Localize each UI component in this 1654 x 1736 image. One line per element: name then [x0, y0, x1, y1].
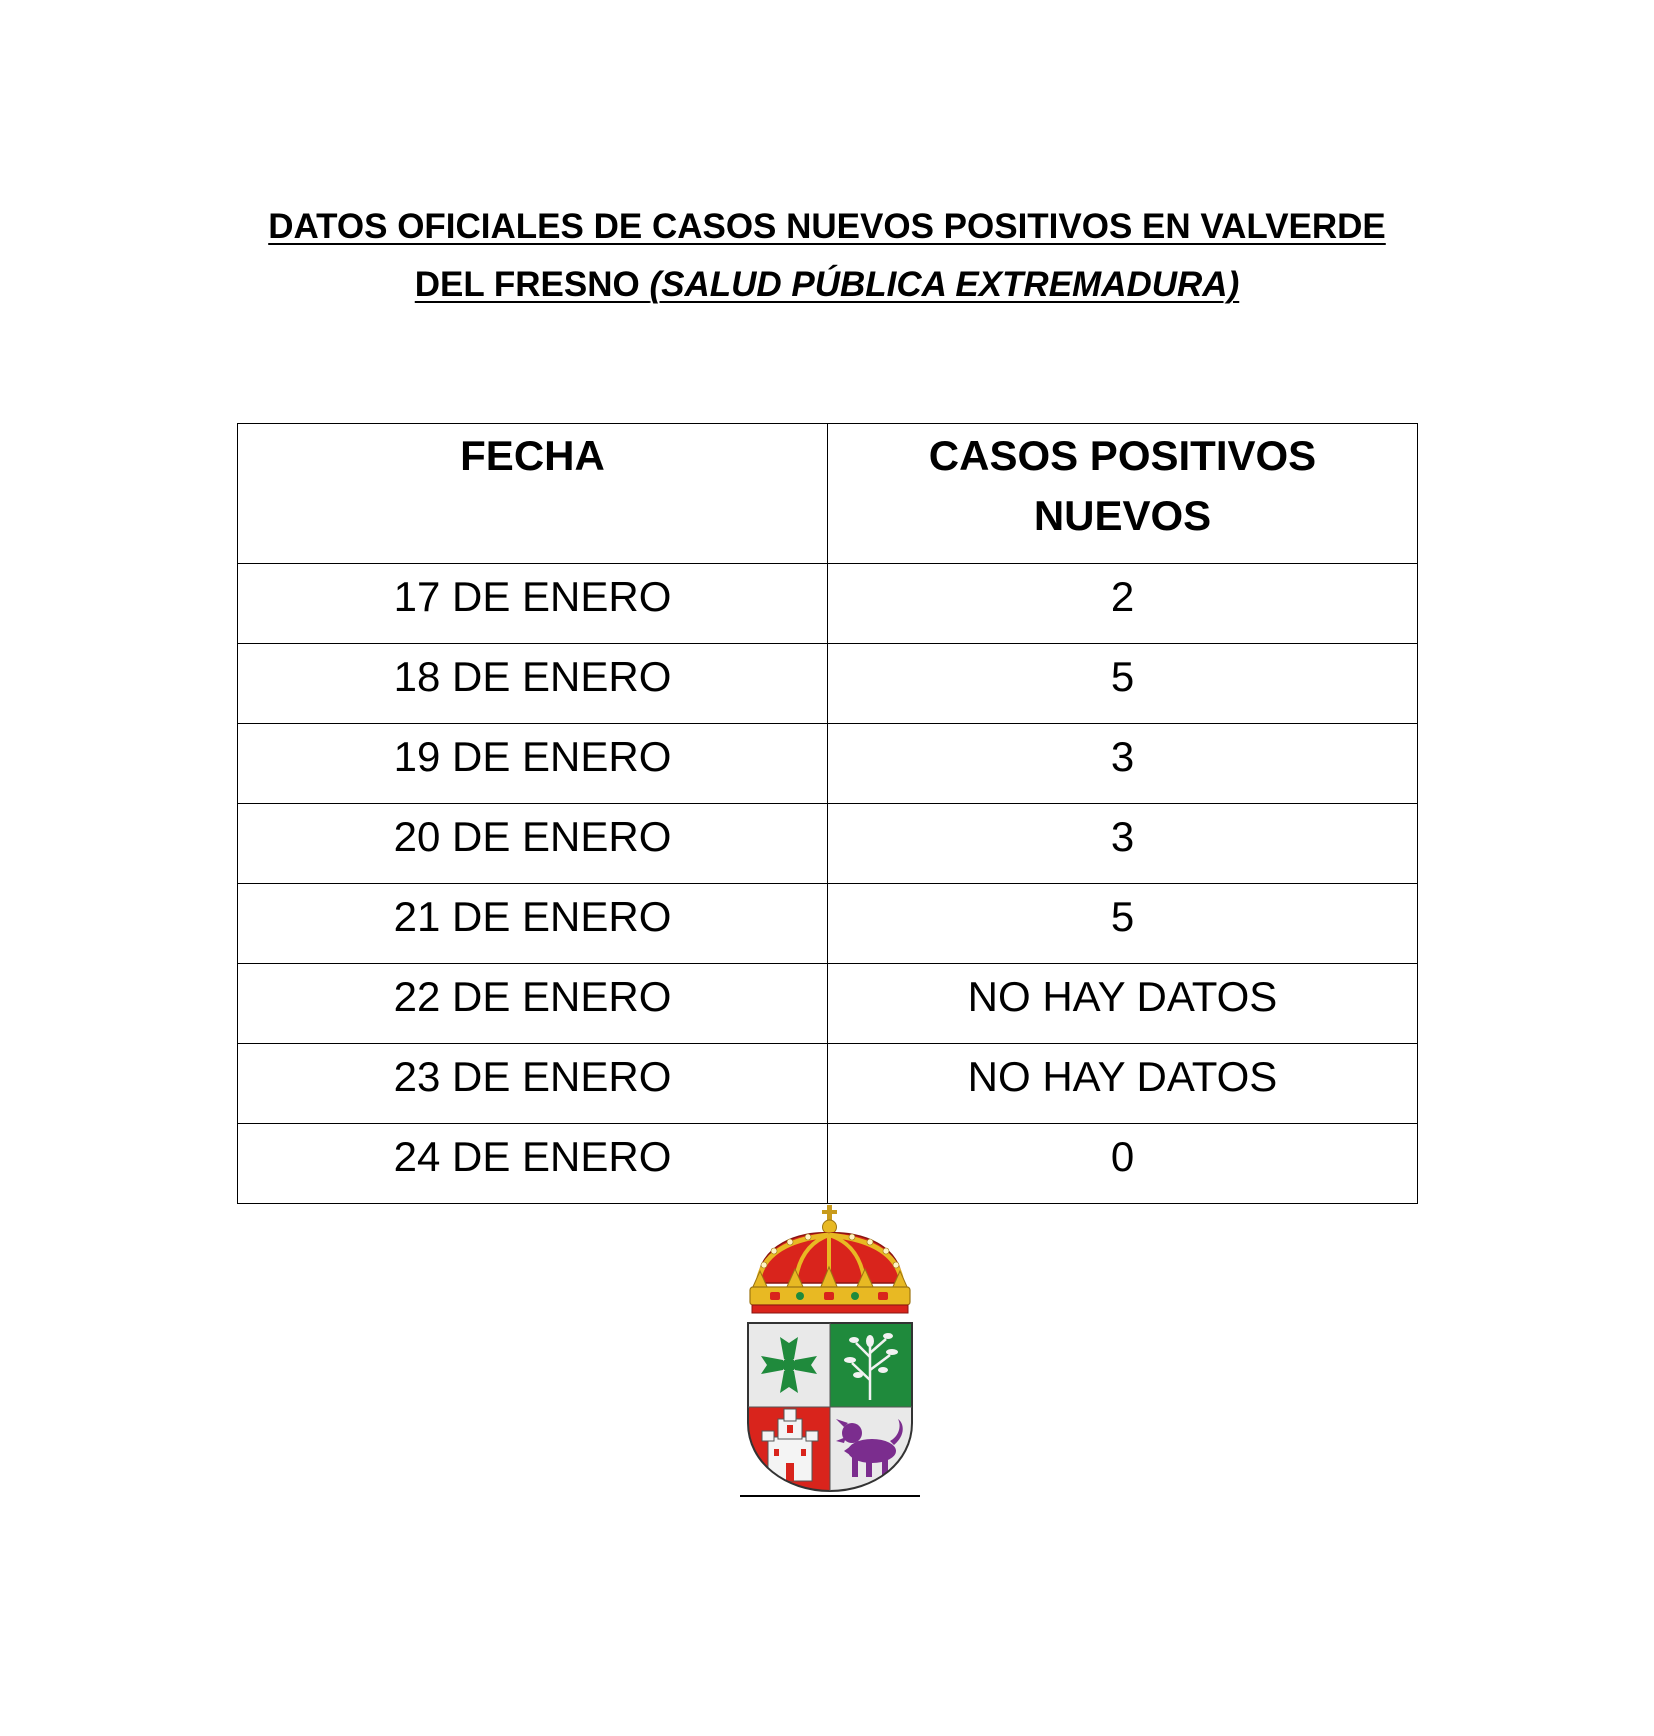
- cell-fecha: 18 DE ENERO: [238, 644, 828, 724]
- table-row: [238, 804, 1418, 884]
- cell-casos: NO HAY DATOS: [828, 1044, 1418, 1124]
- table-row: [238, 564, 1418, 644]
- table-row: [238, 884, 1418, 964]
- cell-fecha: 19 DE ENERO: [238, 724, 828, 804]
- document-title: [200, 198, 1454, 314]
- cell-fecha: 21 DE ENERO: [238, 884, 828, 964]
- cell-casos: 3: [828, 804, 1418, 884]
- title-line-2: [200, 256, 1454, 314]
- cell-casos: 5: [828, 644, 1418, 724]
- cell-casos: 5: [828, 884, 1418, 964]
- cases-table: [237, 423, 1418, 1204]
- cell-fecha: 20 DE ENERO: [238, 804, 828, 884]
- coat-of-arms-icon: [740, 1205, 920, 1497]
- table-row: [238, 644, 1418, 724]
- cell-casos: 3: [828, 724, 1418, 804]
- title-line-2-plain: DEL FRESNO: [414, 265, 650, 304]
- title-line-1: DATOS OFICIALES DE CASOS NUEVOS POSITIVOS EN VALVERDE: [268, 207, 1386, 246]
- table-row: [238, 1044, 1418, 1124]
- header-fecha: FECHA: [238, 424, 828, 564]
- header-casos-label: CASOS POSITIVOS NUEVOS: [928, 432, 1317, 539]
- cell-casos: NO HAY DATOS: [828, 964, 1418, 1044]
- cell-fecha: 17 DE ENERO: [238, 564, 828, 644]
- header-casos: [828, 424, 1418, 564]
- cell-fecha: 24 DE ENERO: [238, 1124, 828, 1204]
- shield-icon: [748, 1323, 912, 1497]
- crown-icon: [750, 1205, 910, 1313]
- cell-fecha: 22 DE ENERO: [238, 964, 828, 1044]
- cell-casos: 2: [828, 564, 1418, 644]
- table-row: [238, 964, 1418, 1044]
- cell-fecha: 23 DE ENERO: [238, 1044, 828, 1124]
- cell-casos: 0: [828, 1124, 1418, 1204]
- table-header-row: [238, 424, 1418, 564]
- table-row: [238, 724, 1418, 804]
- title-source: (SALUD PÚBLICA EXTREMADURA): [649, 265, 1240, 304]
- table-row: [238, 1124, 1418, 1204]
